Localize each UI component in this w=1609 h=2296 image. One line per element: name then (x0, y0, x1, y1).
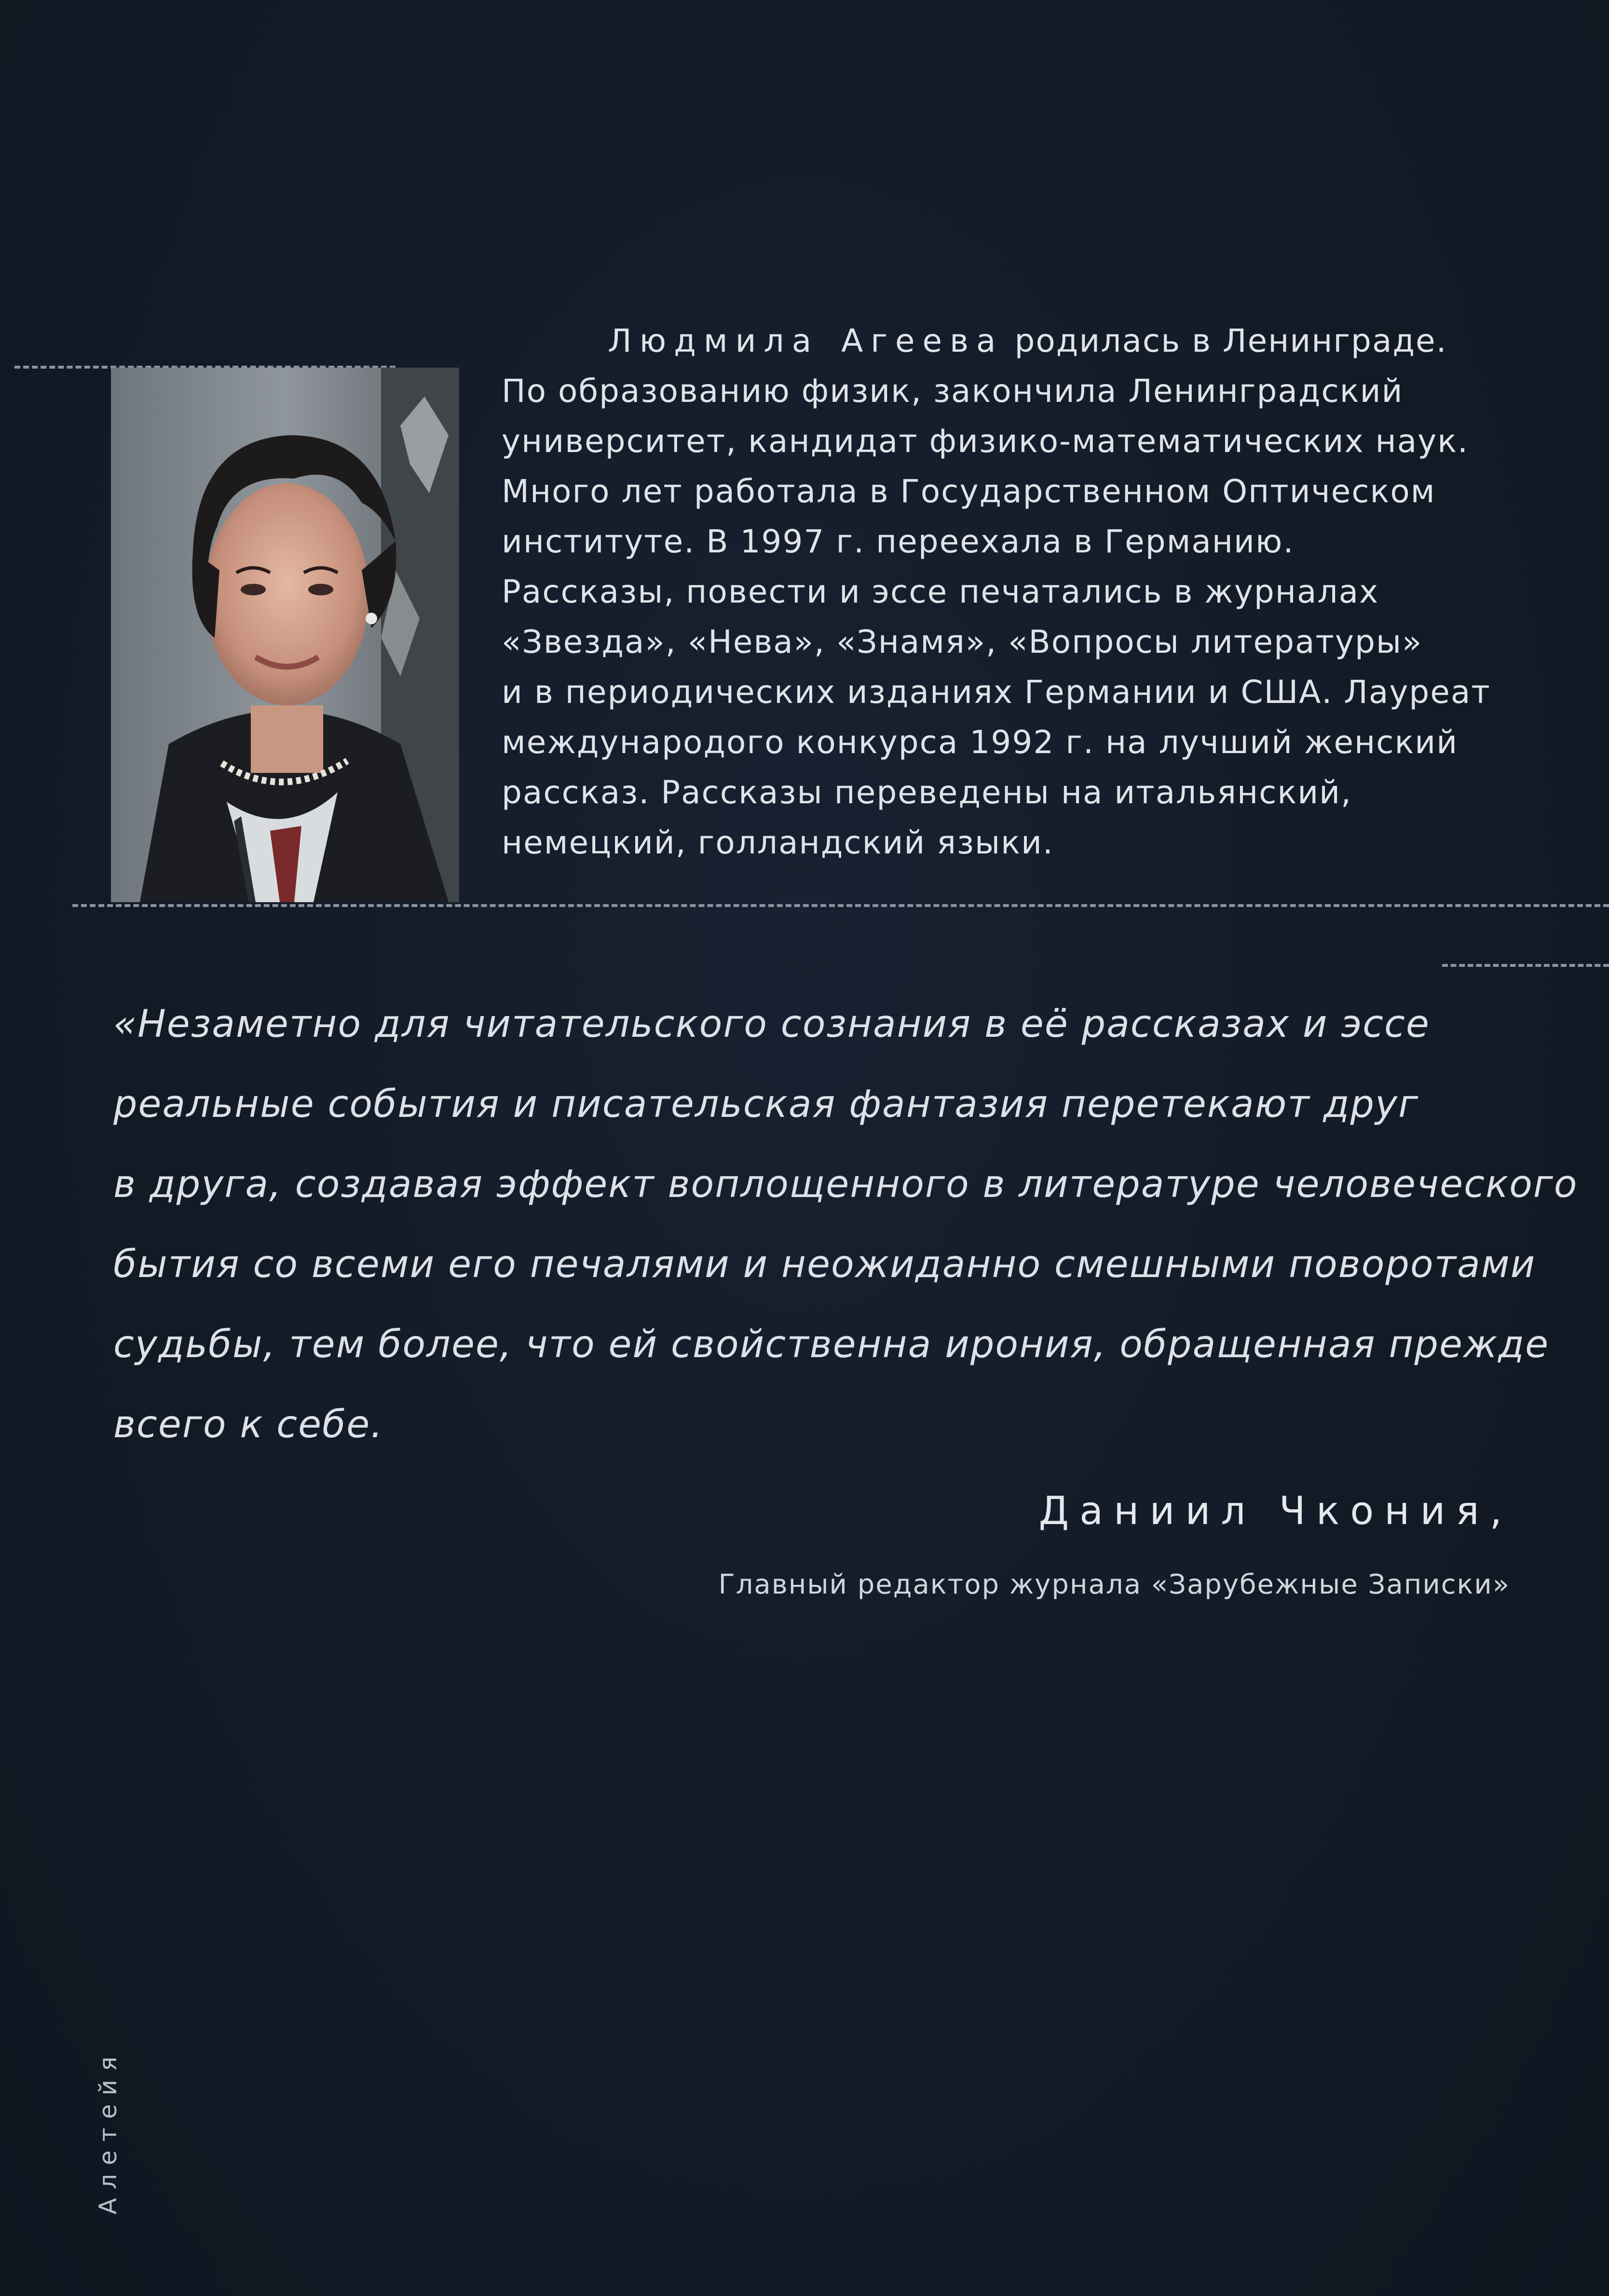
bio-line: международого конкурса 1992 г. на лучший женский (502, 724, 1459, 761)
author-portrait-image (111, 368, 459, 902)
author-first-name: Людмила (608, 322, 819, 359)
bio-line: По образованию физик, закончила Ленинградский (502, 372, 1404, 410)
publisher-name: Алетейя (94, 2048, 122, 2214)
review-quote (113, 984, 1578, 1465)
bio-line: Много лет работала в Государственном Оптическом (502, 473, 1436, 510)
author-portrait (111, 368, 459, 902)
bio-line: немецкий, голландский языки. (502, 824, 1054, 861)
quote-line: бытия со всеми его печалями и неожиданно смешными поворотами (113, 1243, 1536, 1286)
quote-author: Даниил Чкония, (1038, 1488, 1513, 1533)
dashed-rule-middle (72, 904, 1609, 907)
bio-line: и в периодических изданиях Германии и США. Лауреат (502, 674, 1491, 711)
bio-line: Рассказы, повести и эссе печатались в журналах (502, 573, 1379, 610)
bio-line: институте. В 1997 г. переехала в Германию. (502, 523, 1295, 560)
quote-line: реальные события и писательская фантазия перетекают друг (113, 1083, 1419, 1126)
quote-line: в друга, создавая эффект воплощенного в литературе человеческого (113, 1163, 1578, 1206)
bio-line (502, 316, 1486, 366)
bio-line: «Звезда», «Нева», «Знамя», «Вопросы литературы» (502, 623, 1423, 660)
quote-line: всего к себе. (113, 1403, 384, 1446)
bio-line-text: родилась в Ленинграде. (1014, 322, 1447, 359)
author-last-name: Агеева (841, 322, 1004, 359)
bio-line: университет, кандидат физико-математических наук. (502, 423, 1469, 460)
quote-line: судьбы, тем более, что ей свойственна ирония, обращенная прежде (113, 1323, 1550, 1366)
quote-author-position: Главный редактор журнала «Зарубежные Записки» (718, 1569, 1510, 1600)
bio-line: рассказ. Рассказы переведены на итальянский, (502, 774, 1352, 811)
author-bio (502, 316, 1491, 868)
quote-line: «Незаметно для читательского сознания в её рассказах и эссе (113, 1003, 1430, 1046)
dashed-rule-right (1442, 964, 1609, 967)
